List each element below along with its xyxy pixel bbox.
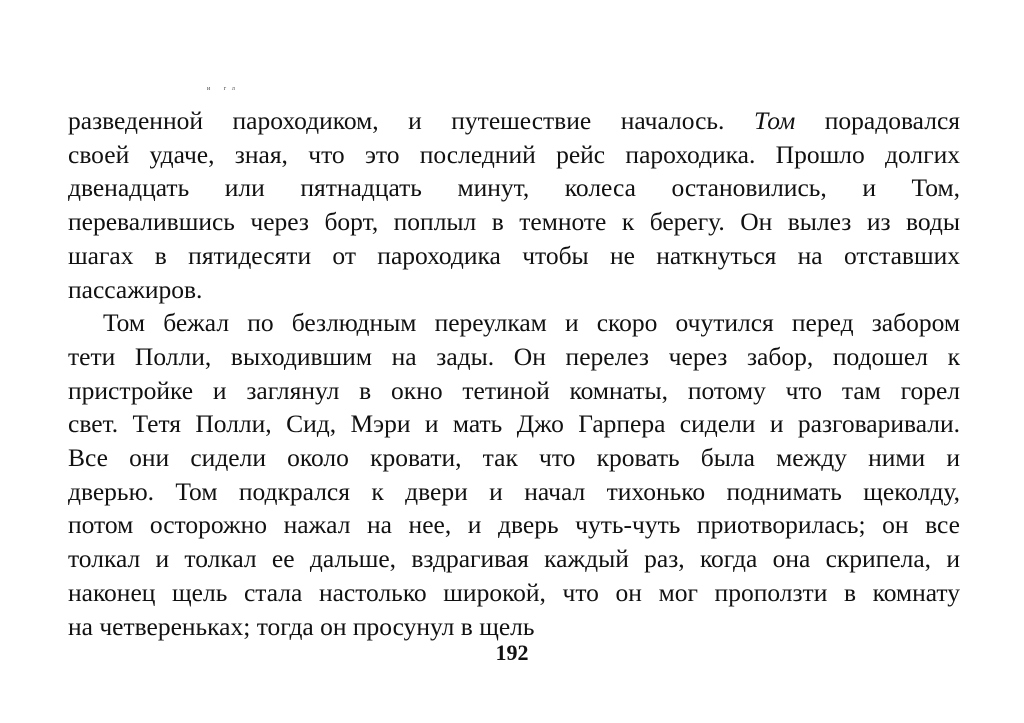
stray-mark: и гл [207,86,241,92]
text-line: Все они сидели около кровати, так что кровать была между ними и [68,443,960,473]
page-number: 192 [495,640,529,665]
text-span: разведенной пароходиком, и путешествие началось. [68,106,754,135]
text-line [68,104,960,138]
body-text [68,104,960,643]
text-line: наконец щель стала настолько широкой, что он мог проползти в комнату [68,577,960,607]
text-line: дверью. Том подкрался к двери и начал тихонько поднимать щеколду, [68,476,960,506]
italic-name: Том [753,106,796,135]
text-line: своей удаче, зная, что это последний рейс пароходика. Прошло долгих [68,139,960,169]
text-line: потом осторожно нажал на нее, и дверь чуть-чуть приотворилась; он все [68,510,960,540]
text-line: тети Полли, выходившим на зады. Он перелез через забор, подошел к [68,341,960,371]
paragraph-2 [68,306,960,643]
text-line: шагах в пятидесяти от пароходика чтобы не наткнуться на отставших [68,240,960,270]
text-line: пристройке и заглянул в окно тетиной комнаты, потому что там горел [68,375,960,405]
text-line: Том бежал по безлюдным переулкам и скоро очутился перед забором [103,308,960,338]
text-line: двенадцать или пятнадцать минут, колеса остановились, и Том, [68,173,960,203]
paragraph-1 [68,104,960,306]
text-line: толкал и толкал ее дальше, вздрагивая каждый раз, когда она скрипела, и [68,544,960,574]
text-line: на четвереньках; тогда он просунул в щель [68,611,535,641]
text-line: свет. Тетя Полли, Сид, Мэри и мать Джо Гарпера сидели и разговаривали. [68,409,960,439]
text-span: порадовался [795,106,960,135]
text-line: перевалившись через борт, поплыл в темноте к берегу. Он вылез из воды [68,207,960,237]
text-line: пассажиров. [68,274,203,304]
